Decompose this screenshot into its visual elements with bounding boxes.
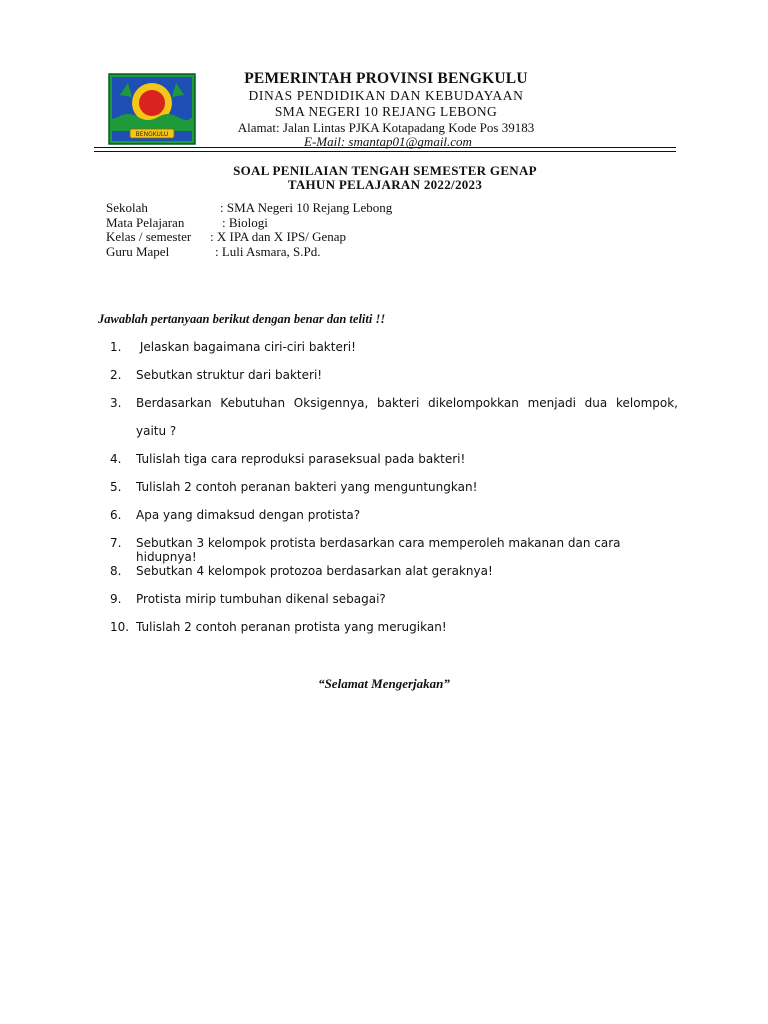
question-number: 5. [110, 480, 122, 494]
question-text-continued: yaitu ? [136, 424, 177, 438]
question-number: 1. [110, 340, 122, 354]
question-item [110, 452, 678, 466]
letterhead-school: SMA NEGERI 10 REJANG LEBONG [274, 104, 498, 119]
question-item [110, 592, 678, 606]
exam-title-line1: SOAL PENILAIAN TENGAH SEMESTER GENAP [233, 163, 537, 178]
letterhead-divider-thick [94, 147, 676, 148]
identity-label: Guru Mapel [106, 243, 170, 259]
identity-label: Sekolah [106, 200, 148, 215]
bengkulu-province-emblem [108, 73, 196, 145]
instruction: Jawablah pertanyaan berikut dengan benar dan teliti !! [98, 312, 386, 326]
question-text: Protista mirip tumbuhan dikenal sebagai? [136, 592, 386, 606]
question-item [110, 340, 678, 354]
question-continuation [110, 424, 678, 438]
question-number: 8. [110, 564, 122, 578]
question-number: 7. [110, 536, 122, 550]
question-number: 3. [110, 396, 122, 410]
question-number: 10. [110, 620, 130, 634]
exam-title-line2: TAHUN PELAJARAN 2022/2023 [287, 177, 483, 192]
identity-row [106, 201, 392, 216]
identity-row [106, 230, 392, 245]
letterhead-government: PEMERINTAH PROVINSI BENGKULU [244, 70, 528, 87]
question-item [110, 536, 678, 564]
identity-row [106, 216, 392, 231]
question-item [110, 508, 678, 522]
closing-greeting: “Selamat Mengerjakan” [318, 676, 450, 691]
identity-label: Kelas / semester [106, 229, 192, 244]
question-text: Tulislah 2 contoh peranan protista yang merugikan! [136, 620, 447, 634]
question-text: Tulislah 2 contoh peranan bakteri yang menguntungkan! [136, 480, 478, 494]
letterhead-department: DINAS PENDIDIKAN DAN KEBUDAYAAN [248, 88, 524, 103]
question-text: Tulislah tiga cara reproduksi paraseksual pada bakteri! [136, 452, 466, 466]
question-text: Apa yang dimaksud dengan protista? [136, 508, 361, 522]
question-text: Berdasarkan Kebutuhan Oksigennya, bakteri dikelompokkan menjadi dua kelompok, [136, 396, 678, 410]
exam-title [94, 164, 676, 192]
identity-value: : Biologi [222, 214, 268, 230]
exam-identity [106, 201, 392, 259]
identity-value: : Luli Asmara, S.Pd. [215, 243, 321, 259]
question-number: 4. [110, 452, 122, 466]
question-item [110, 396, 678, 410]
question-text: Sebutkan struktur dari bakteri! [136, 368, 323, 382]
question-number: 6. [110, 508, 122, 522]
question-text: Sebutkan 3 kelompok protista berdasarkan cara memperoleh makanan dan cara hidupnya! [136, 536, 621, 564]
letterhead [212, 70, 560, 149]
email-address: smantap01@gmail.com [348, 134, 472, 149]
question-item [110, 620, 678, 634]
letterhead-divider-thin [94, 151, 676, 152]
identity-value: : SMA Negeri 10 Rejang Lebong [220, 200, 393, 215]
email-label: E-Mail: [304, 134, 346, 149]
identity-value: : X IPA dan X IPS/ Genap [210, 229, 347, 244]
question-text: Sebutkan 4 kelompok protozoa berdasarkan alat geraknya! [136, 564, 493, 578]
logo-lettering: BENGKULU [135, 131, 169, 138]
identity-label: Mata Pelajaran [106, 214, 185, 230]
question-item [110, 564, 678, 578]
letterhead-address: Alamat: Jalan Lintas PJKA Kotapadang Kode Pos 39183 [237, 120, 535, 135]
identity-row [106, 245, 392, 260]
question-item [110, 480, 678, 494]
question-number: 9. [110, 592, 122, 606]
question-item [110, 368, 678, 382]
question-number: 2. [110, 368, 122, 382]
question-text: Jelaskan bagaimana ciri-ciri bakteri! [136, 340, 356, 354]
